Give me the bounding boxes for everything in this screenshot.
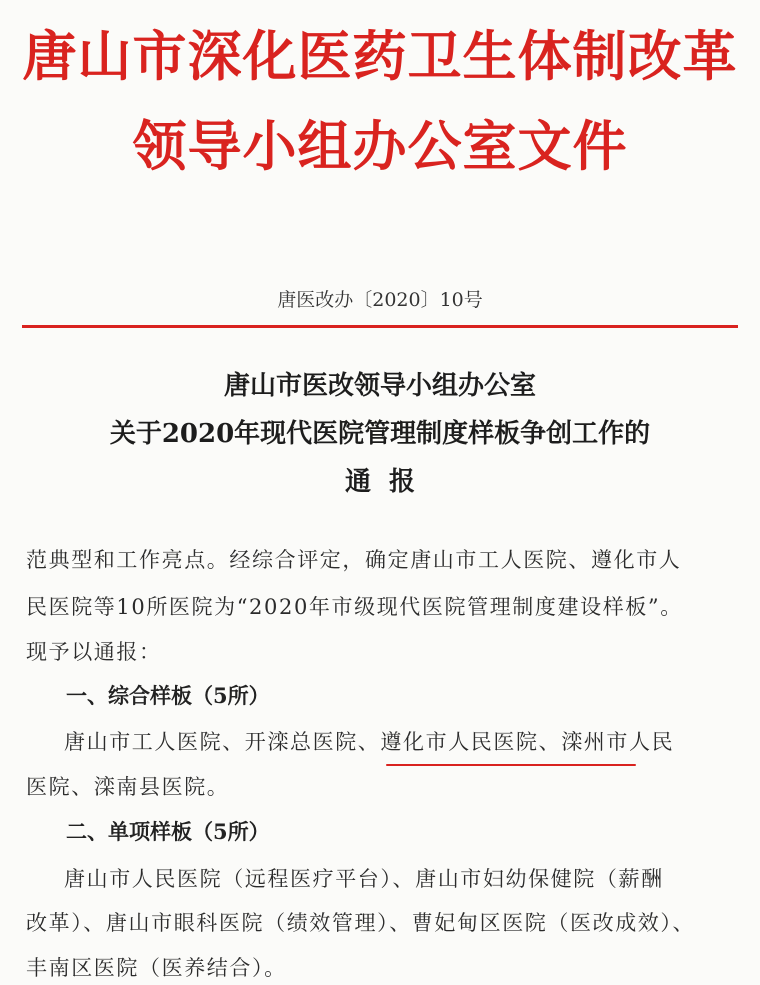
header-red-rule: [22, 325, 738, 328]
document-header-title-line1: 唐山市深化医药卫生体制改革: [22, 25, 738, 88]
section2-text-line: 改革）、唐山市眼科医院（绩效管理）、曹妃甸区医院（医改成效）、: [26, 911, 696, 935]
body-paragraph-line: 范典型和工作亮点。经综合评定，确定唐山市工人医院、遵化市人: [26, 548, 682, 572]
document-header-title-line2: 领导小组办公室文件: [132, 115, 628, 178]
notice-title-line2: 关于2020年现代医院管理制度样板争创工作的: [109, 419, 651, 449]
notice-title-line1: 唐山市医改领导小组办公室: [223, 371, 536, 401]
body-paragraph-line: 民医院等10所医院为“2020年市级现代医院管理制度建设样板”。: [26, 595, 683, 619]
section2-text-line: 唐山市人民医院（远程医疗平台）、唐山市妇幼保健院（薪酬: [64, 867, 664, 891]
section-heading-single: 二、单项样板（5所）: [66, 819, 270, 844]
section1-text-line: 医院、滦南县医院。: [26, 775, 230, 799]
body-paragraph-line: 现予以通报：: [26, 640, 162, 664]
red-hand-underline: [386, 764, 636, 766]
section1-text-line: 唐山市工人医院、开滦总医院、遵化市人民医院、滦州市人民: [64, 730, 675, 754]
section2-text-line: 丰南区医院（医养结合）。: [26, 956, 287, 980]
section-heading-comprehensive: 一、综合样板（5所）: [66, 683, 270, 708]
notice-title-line3: 通报: [344, 467, 433, 497]
document-number: 唐医改办〔2020〕10号: [277, 289, 483, 311]
